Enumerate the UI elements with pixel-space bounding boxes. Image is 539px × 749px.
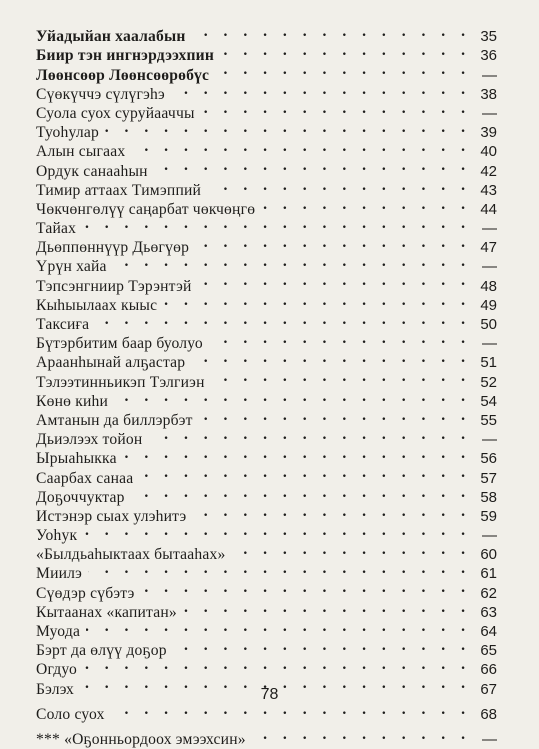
toc-entry-page: — [482,66,497,84]
toc-entry-title: Ордук санааһын [36,162,148,180]
toc-entry [36,636,497,660]
toc-entry-page: — [482,335,497,353]
toc-entry-title: Миилэ [36,565,83,583]
toc-entry-page: 47 [480,239,497,257]
toc-entry-title: Тэпсэнгниир Тэрэнтэй [36,277,192,295]
toc-entry-title: Кыһыылаах кыыс [36,296,158,314]
toc-entry [36,725,497,748]
toc-entry-page: 43 [480,181,497,199]
toc-entry-title: Истэнэр сыах улэһитэ [36,507,187,525]
dot-leader [114,387,471,406]
toc-entry-page: 62 [480,584,497,602]
toc-entry-page: 50 [480,316,497,333]
dot-leader [163,291,471,310]
dot-leader [211,367,471,386]
toc-entry-title: Араанһынай алҕастар [36,354,186,372]
dot-leader [131,137,471,156]
dot-leader [95,310,471,329]
toc-entry-title: Чөкчөнгөлүү саңарбат чөкчөңгө [36,200,256,218]
dot-leader [261,195,471,214]
toc-entry-title: Тайах [36,220,77,238]
dot-leader [154,156,471,175]
toc-entry [36,22,497,46]
toc-entry-page: 48 [480,277,497,295]
toc-entry-page: 56 [480,450,497,468]
dot-leader [105,118,471,137]
toc-entry-title: Кытаанах «капитан» [36,603,177,621]
toc-entry-page: 67 [480,680,497,698]
toc-entry-page: 44 [480,200,497,218]
toc-entry-page: 55 [480,411,497,429]
dot-leader [88,559,471,578]
toc-entry-page: 42 [480,162,497,180]
toc-entry-title: Лөөнсөөр Лөөнсөөрөбүс [36,66,210,84]
dot-leader [201,99,471,118]
dot-leader [192,22,471,41]
toc-entry [36,214,497,238]
toc-entry-title: Туоһулар [36,124,99,142]
toc-entry-title: Бүтэрбитим баар буолуо [36,335,203,353]
dot-leader [113,252,471,271]
dot-leader [141,578,471,597]
toc-entry-title: Уоһук [36,527,78,545]
dot-leader [252,725,471,744]
toc-entry-page: — [482,258,497,276]
toc-entry [36,578,497,602]
dot-leader [173,636,471,655]
dot-leader [83,521,471,540]
toc-entry-page: — [482,730,497,748]
dot-leader [123,444,471,463]
toc-entry-title: Суола суох суруйааччы [36,104,195,122]
toc-entry-page: 38 [480,85,497,103]
toc-entry-page: 35 [480,28,497,46]
toc-entry-title: Муода [36,623,81,640]
dot-leader [86,617,471,636]
dot-leader [148,425,471,444]
dot-leader [198,271,471,290]
dot-leader [199,406,471,425]
toc-entry-page: — [482,220,497,238]
toc-entry-title: Соло суох [36,705,105,723]
toc-entry [36,118,497,142]
toc-entry-title: Бэлэх [36,680,75,698]
toc-entry-page: 65 [480,642,497,660]
toc-entry-page: 63 [480,603,497,621]
toc-entry-page: 39 [480,124,497,142]
toc-entry-title: *** «Оҕонньордоох эмээхсин» [36,730,246,748]
table-of-contents [36,22,497,748]
toc-entry-page: 60 [480,546,497,564]
dot-leader [139,463,471,482]
toc-entry-title: Сүөдэр сүбэтэ [36,584,135,602]
toc-entry [36,329,497,353]
dot-leader [171,80,471,99]
dot-leader [220,41,471,60]
toc-entry-page: 52 [480,373,497,391]
dot-leader [83,655,471,674]
toc-entry-title: Тимир аттаах Тимэппий [36,181,202,199]
dot-leader [131,483,471,502]
toc-entry-title: Таксиға [36,316,90,333]
toc-entry-page: 59 [480,507,497,525]
dot-leader [232,540,471,559]
toc-entry-page: 54 [480,392,497,410]
dot-leader [215,60,471,79]
toc-entry-page: 66 [480,661,497,679]
toc-entry-title: Үрүн хайа [36,258,107,276]
toc-entry-title: Доҕоччуктар [36,488,125,506]
page-number: 78 [260,686,279,703]
toc-entry-title: Алын сыгаах [36,143,126,161]
dot-leader [191,348,471,367]
toc-entry-title: Уйадыйан хаалабын [36,28,186,46]
toc-entry-page: — [482,431,497,449]
toc-entry-title: Саарбах санаа [36,469,134,487]
toc-entry-title: Амтанын да биллэрбэт [36,411,193,429]
dot-leader [209,329,471,348]
toc-entry-page: — [482,527,497,545]
toc-entry-title: Дьиэлээх тойон [36,431,143,449]
toc-entry-title: Көнө киһи [36,392,109,410]
toc-entry-page: 40 [480,143,497,161]
toc-entry [36,137,497,161]
toc-entry-page: 68 [480,705,497,723]
toc-entry-page: 51 [480,354,497,372]
toc-entry-page: — [482,104,497,122]
toc-entry [36,233,497,257]
toc-entry-title: Биир тэн ингнэрдээхпин [36,47,215,65]
toc-entry-page: 58 [480,488,497,506]
toc-entry [36,540,497,564]
dot-leader [207,176,471,195]
toc-entry-title: Ырыаһыкка [36,450,117,468]
toc-entry-title: Дьөппөннүүр Дьөгүөр [36,239,190,257]
toc-entry [36,521,497,545]
toc-entry-page: 61 [480,565,497,583]
toc-entry-page: 36 [480,47,497,65]
toc-entry [36,617,497,640]
toc-entry [36,310,497,333]
dot-leader [195,233,471,252]
dot-leader [82,214,471,233]
toc-entry-title: Бэрт да өлүү доҕор [36,642,167,660]
toc-entry-page: 64 [480,623,497,640]
toc-entry [36,559,497,583]
toc-entry [36,655,497,679]
toc-entry-title: Сүөкүччэ сүлүгэһэ [36,85,165,103]
dot-leader [192,502,471,521]
toc-entry-title: Тэлээтинньикэп Тэлгиэн [36,373,205,391]
toc-entry-page: 49 [480,296,497,314]
toc-entry-title: Огдуо [36,661,78,679]
dot-leader [183,598,471,617]
toc-entry-page: 57 [480,469,497,487]
toc-entry-title: «Былдьаһыктаах бытааһах» [36,546,226,564]
